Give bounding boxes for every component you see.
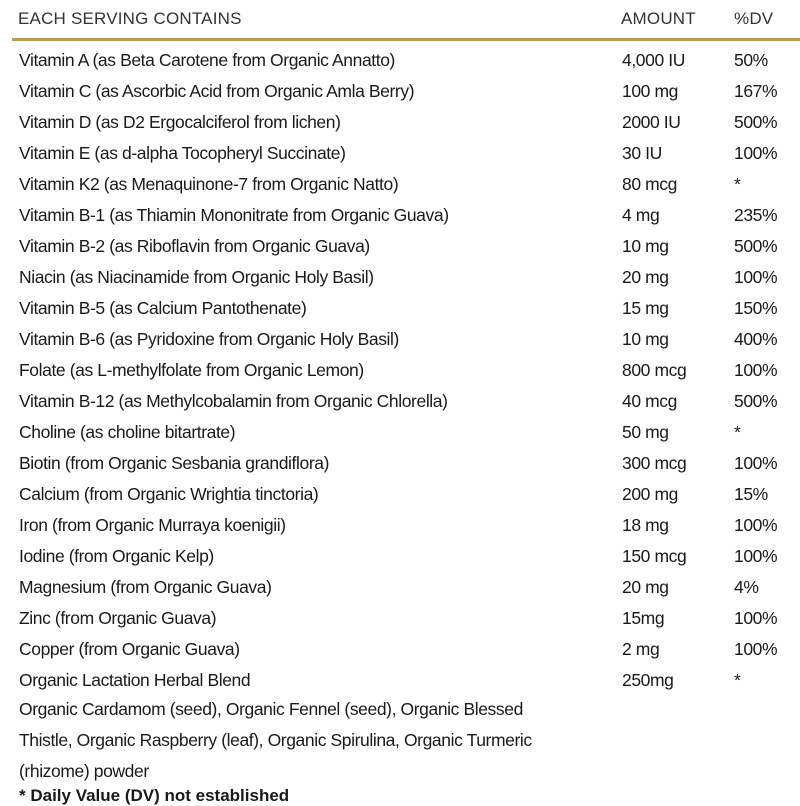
nutrient-name: Magnesium (from Organic Guava) bbox=[19, 577, 272, 597]
table-row bbox=[0, 573, 800, 604]
nutrient-dv: 100% bbox=[734, 267, 778, 287]
nutrient-name: Vitamin K2 (as Menaquinone-7 from Organic Natto) bbox=[19, 174, 399, 194]
nutrient-dv: 15% bbox=[734, 484, 768, 504]
nutrient-dv: * bbox=[734, 174, 741, 194]
table-row bbox=[0, 201, 800, 232]
nutrient-amount: 150 mcg bbox=[622, 546, 687, 566]
table-row bbox=[0, 139, 800, 170]
nutrient-amount: 15 mg bbox=[622, 298, 669, 318]
nutrient-name: Niacin (as Niacinamide from Organic Holy Basil) bbox=[19, 267, 374, 287]
table-row bbox=[0, 418, 800, 449]
nutrient-name: Folate (as L-methylfolate from Organic Lemon) bbox=[19, 360, 364, 380]
nutrient-dv: 50% bbox=[734, 50, 768, 70]
nutrient-name: Vitamin C (as Ascorbic Acid from Organic Amla Berry) bbox=[19, 81, 415, 101]
nutrient-amount: 2 mg bbox=[622, 639, 660, 659]
nutrient-amount: 15mg bbox=[622, 608, 665, 628]
nutrient-amount: 10 mg bbox=[622, 329, 669, 349]
nutrient-name: Vitamin D (as D2 Ergocalciferol from lichen) bbox=[19, 112, 341, 132]
table-row bbox=[0, 635, 800, 666]
nutrient-dv: 100% bbox=[734, 639, 778, 659]
nutrient-amount: 20 mg bbox=[622, 577, 669, 597]
table-row bbox=[0, 480, 800, 511]
table-row bbox=[0, 666, 800, 697]
nutrient-name: Zinc (from Organic Guava) bbox=[19, 608, 217, 628]
table-row bbox=[0, 604, 800, 635]
nutrient-name: Vitamin B-12 (as Methylcobalamin from Organic Chlorella) bbox=[19, 391, 448, 411]
nutrient-dv: 235% bbox=[734, 205, 778, 225]
nutrient-amount: 250mg bbox=[622, 670, 674, 690]
nutrient-amount: 10 mg bbox=[622, 236, 669, 256]
nutrient-dv: * bbox=[734, 670, 741, 690]
nutrient-dv: 100% bbox=[734, 608, 778, 628]
table-row bbox=[0, 77, 800, 108]
nutrient-dv: 100% bbox=[734, 360, 778, 380]
table-row bbox=[0, 356, 800, 387]
header-dv: %DV bbox=[734, 9, 774, 28]
nutrient-amount: 20 mg bbox=[622, 267, 669, 287]
nutrient-amount: 18 mg bbox=[622, 515, 669, 535]
nutrient-name: Calcium (from Organic Wrightia tinctoria) bbox=[19, 484, 319, 504]
nutrient-amount: 2000 IU bbox=[622, 112, 681, 132]
nutrient-name: Vitamin E (as d-alpha Tocopheryl Succinate) bbox=[19, 143, 346, 163]
table-row bbox=[0, 263, 800, 294]
table-row bbox=[0, 325, 800, 356]
header-divider bbox=[12, 38, 800, 41]
nutrient-name: Organic Lactation Herbal Blend bbox=[19, 670, 251, 690]
nutrient-dv: 100% bbox=[734, 546, 778, 566]
nutrient-dv: 400% bbox=[734, 329, 778, 349]
nutrient-amount: 40 mcg bbox=[622, 391, 677, 411]
table-row bbox=[0, 232, 800, 263]
header-label: EACH SERVING CONTAINS bbox=[18, 9, 242, 28]
nutrient-dv: 100% bbox=[734, 143, 778, 163]
table-row bbox=[0, 511, 800, 542]
header-amount: AMOUNT bbox=[621, 9, 696, 28]
nutrient-name: Iron (from Organic Murraya koenigii) bbox=[19, 515, 286, 535]
nutrient-amount: 50 mg bbox=[622, 422, 669, 442]
nutrient-name: Iodine (from Organic Kelp) bbox=[19, 546, 214, 566]
nutrient-name: Vitamin B-2 (as Riboflavin from Organic Guava) bbox=[19, 236, 370, 256]
nutrient-amount: 4 mg bbox=[622, 205, 660, 225]
footnote: * Daily Value (DV) not established bbox=[19, 786, 290, 805]
nutrient-name: Vitamin B-5 (as Calcium Pantothenate) bbox=[19, 298, 307, 318]
nutrient-amount: 200 mg bbox=[622, 484, 678, 504]
nutrient-name: Copper (from Organic Guava) bbox=[19, 639, 240, 659]
table-row bbox=[0, 542, 800, 573]
nutrient-name: Vitamin B-6 (as Pyridoxine from Organic Holy Basil) bbox=[19, 329, 399, 349]
nutrient-name: Biotin (from Organic Sesbania grandiflora) bbox=[19, 453, 330, 473]
nutrient-dv: 100% bbox=[734, 453, 778, 473]
nutrient-dv: 167% bbox=[734, 81, 778, 101]
nutrient-amount: 4,000 IU bbox=[622, 50, 685, 70]
table-row bbox=[0, 108, 800, 139]
nutrient-dv: 100% bbox=[734, 515, 778, 535]
nutrient-dv: 4% bbox=[734, 577, 759, 597]
nutrient-amount: 100 mg bbox=[622, 81, 678, 101]
nutrient-table bbox=[0, 46, 800, 697]
nutrient-name: Choline (as choline bitartrate) bbox=[19, 422, 236, 442]
nutrient-name: Vitamin A (as Beta Carotene from Organic Annatto) bbox=[19, 50, 395, 70]
nutrient-dv: 500% bbox=[734, 236, 778, 256]
nutrient-dv: 150% bbox=[734, 298, 778, 318]
table-row bbox=[0, 46, 800, 77]
nutrient-amount: 80 mcg bbox=[622, 174, 677, 194]
nutrient-amount: 800 mcg bbox=[622, 360, 687, 380]
nutrient-dv: * bbox=[734, 422, 741, 442]
table-header bbox=[18, 9, 786, 35]
blend-ingredients: Organic Cardamom (seed), Organic Fennel (seed), Organic Blessed Thistle, Organic Raspberry (leaf), Organic Spirulina, Organic Turmeric (rhizome) powder bbox=[19, 699, 532, 781]
nutrient-dv: 500% bbox=[734, 112, 778, 132]
nutrient-dv: 500% bbox=[734, 391, 778, 411]
nutrient-amount: 30 IU bbox=[622, 143, 662, 163]
table-row bbox=[0, 387, 800, 418]
nutrient-amount: 300 mcg bbox=[622, 453, 687, 473]
table-row bbox=[0, 449, 800, 480]
table-row bbox=[0, 294, 800, 325]
nutrient-name: Vitamin B-1 (as Thiamin Mononitrate from Organic Guava) bbox=[19, 205, 449, 225]
table-row bbox=[0, 170, 800, 201]
